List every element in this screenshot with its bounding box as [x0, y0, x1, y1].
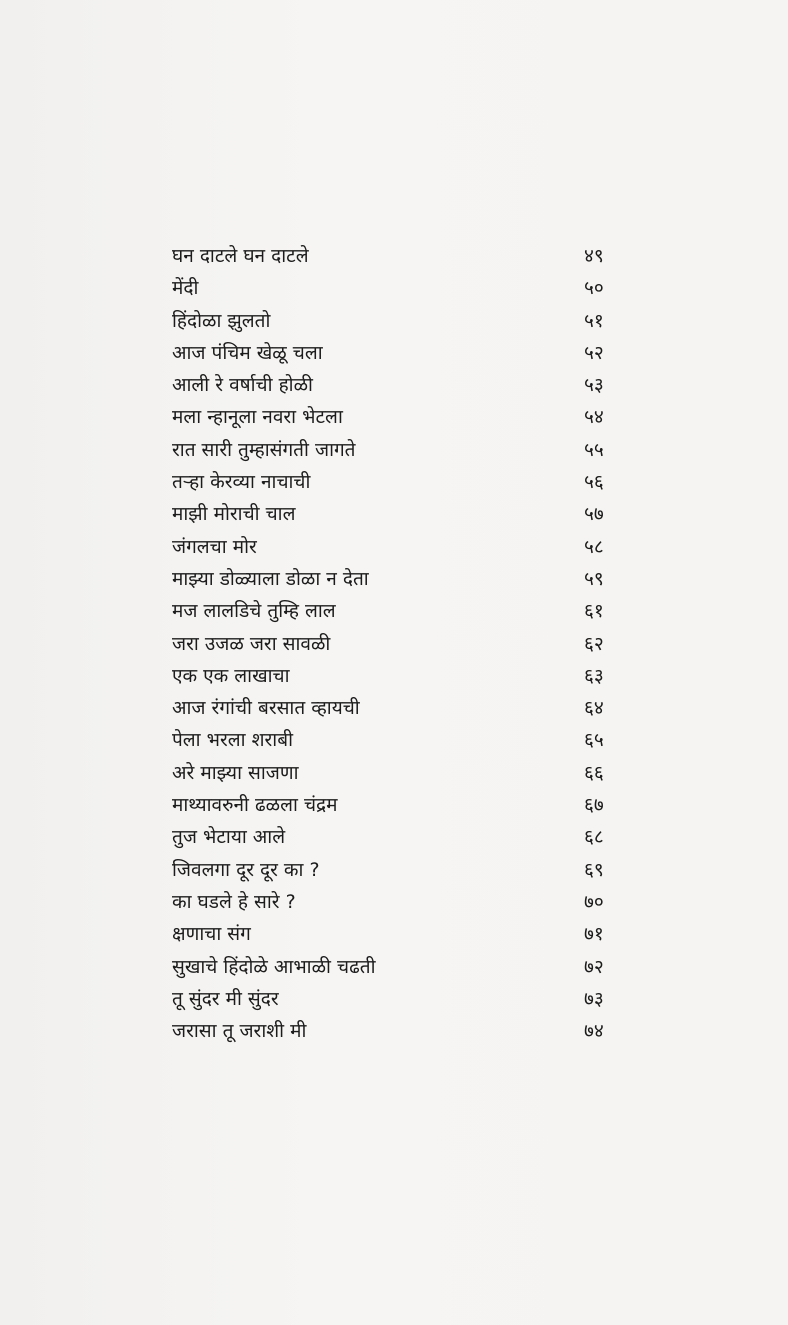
toc-entry [172, 983, 632, 1015]
toc-entry-title: पेला भरला शराबी [172, 729, 293, 752]
toc-entry-page-number: ५१ [584, 309, 604, 332]
toc-entry [172, 434, 632, 466]
toc-entry [172, 628, 632, 660]
toc-entry [172, 886, 632, 918]
toc-entry [172, 951, 632, 983]
toc-entry-page-number: ५० [584, 277, 604, 300]
toc-entry-title: सुखाचे हिंदोळे आभाळी चढती [172, 955, 376, 978]
toc-entry-title: जिवलगा दूर दूर का ? [172, 858, 320, 881]
toc-entry [172, 789, 632, 821]
toc-entry-title: मज लालडिचे तुम्हि लाल [172, 600, 336, 623]
toc-entry-page-number: ६१ [584, 600, 604, 623]
toc-entry-page-number: ७२ [584, 955, 604, 978]
toc-entry [172, 369, 632, 401]
toc-entry-page-number: ७० [584, 890, 604, 913]
toc-entry [172, 692, 632, 724]
toc-entry-title: आली रे वर्षाची होळी [172, 374, 313, 397]
toc-entry-page-number: ७१ [584, 923, 604, 946]
toc-entry-title: हिंदोळा झुलतो [172, 309, 271, 332]
toc-entry-title: मेंदी [172, 277, 199, 300]
toc-entry-page-number: ६७ [584, 794, 604, 817]
toc-entry [172, 240, 632, 272]
toc-entry-title: घन दाटले घन दाटले [172, 245, 309, 267]
toc-entry [172, 563, 632, 595]
toc-entry-title: तऱ्हा केरव्या नाचाची [172, 471, 311, 494]
toc-entry-page-number: ५५ [584, 438, 604, 461]
toc-entry [172, 1015, 632, 1047]
toc-entry-title: तू सुंदर मी सुंदर [172, 987, 279, 1010]
toc-entry [172, 337, 632, 369]
toc-entry-page-number: ७४ [584, 1020, 604, 1043]
toc-entry-page-number: ६२ [584, 632, 604, 655]
toc-entry-page-number: ५४ [584, 406, 604, 429]
toc-entry-page-number: ६३ [584, 664, 604, 687]
toc-entry [172, 757, 632, 789]
toc-entry-title: जरा उजळ जरा सावळी [172, 632, 331, 655]
toc-entry-title: एक एक लाखाचा [172, 664, 290, 687]
toc-entry [172, 305, 632, 337]
toc-entry-title: माथ्यावरुनी ढळला चंद्रम [172, 794, 338, 817]
toc-entry-title: का घडले हे सारे ? [172, 890, 296, 913]
toc-entry-page-number: ६८ [584, 826, 604, 849]
toc-entry [172, 854, 632, 886]
toc-entry [172, 724, 632, 756]
toc-entry [172, 272, 632, 304]
toc-entry-title: रात सारी तुम्हासंगती जागते [172, 438, 356, 461]
table-of-contents [172, 240, 632, 1047]
toc-entry-page-number: ६५ [584, 729, 604, 752]
toc-entry-title: मला न्हानूला नवरा भेटला [172, 406, 343, 429]
toc-entry-title: माझ्या डोळ्याला डोळा न देता [172, 567, 369, 590]
toc-entry-page-number: ४९ [584, 245, 604, 267]
toc-entry [172, 531, 632, 563]
toc-entry-page-number: ७३ [584, 987, 604, 1010]
toc-entry-page-number: ५९ [584, 567, 604, 590]
toc-entry-title: जंगलचा मोर [172, 535, 257, 558]
toc-entry-title: माझी मोराची चाल [172, 503, 296, 526]
toc-entry-page-number: ६९ [584, 858, 604, 881]
toc-entry-title: अरे माझ्या साजणा [172, 761, 299, 784]
toc-entry-page-number: ५८ [584, 535, 604, 558]
toc-entry-page-number: ६६ [584, 761, 604, 784]
toc-entry-page-number: ६४ [584, 697, 604, 720]
toc-entry [172, 821, 632, 853]
toc-entry-title: आज पंचिम खेळू चला [172, 341, 323, 364]
toc-entry-title: तुज भेटाया आले [172, 826, 286, 849]
toc-entry-title: जरासा तू जराशी मी [172, 1020, 307, 1043]
toc-entry-title: आज रंगांची बरसात व्हायची [172, 697, 360, 720]
toc-entry [172, 595, 632, 627]
toc-entry-page-number: ५२ [584, 341, 604, 364]
toc-entry [172, 466, 632, 498]
toc-entry [172, 660, 632, 692]
toc-entry [172, 498, 632, 530]
toc-entry-page-number: ५३ [584, 374, 604, 397]
toc-entry [172, 918, 632, 950]
toc-entry [172, 401, 632, 433]
toc-entry-page-number: ५७ [584, 503, 604, 526]
toc-entry-title: क्षणाचा संग [172, 923, 251, 946]
toc-entry-page-number: ५६ [584, 471, 604, 494]
